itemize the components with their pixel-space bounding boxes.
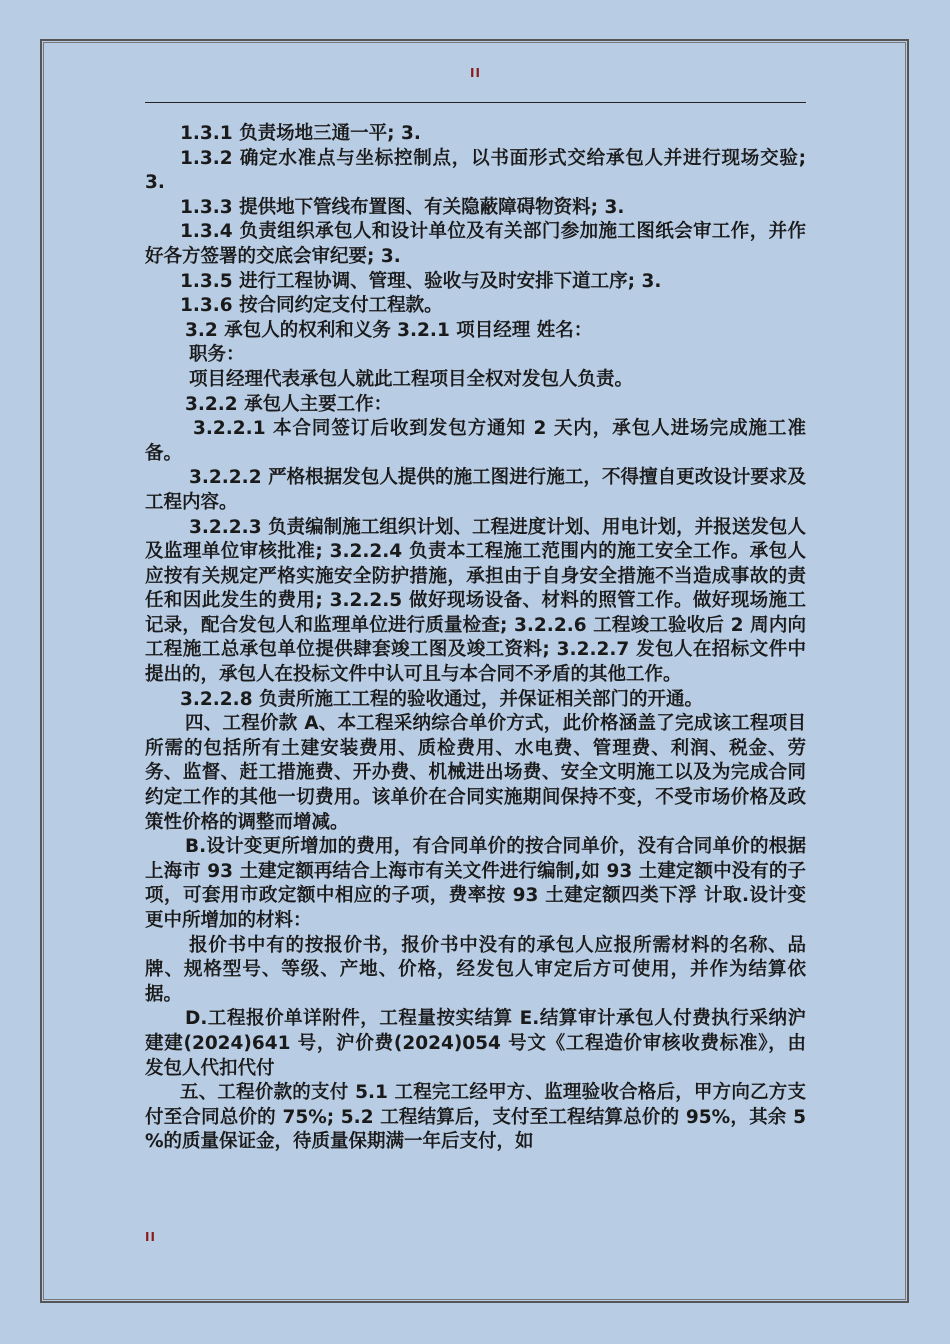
paragraph: 五、工程价款的支付 5.1 工程完工经甲方、监理验收合格后，甲方向乙方支付至合同总价的 75%; 5.2 工程结算后，支付至工程结算总价的 95%，其余 5 %的质量保证金，待质量保期满一年后支付，如 xyxy=(145,1082,806,1153)
paragraph: 项目经理代表承包人就此工程项目全权对发包人负责。 xyxy=(189,368,634,390)
paragraph: 职务： xyxy=(189,344,245,366)
paragraph: 1.3.6 按合同约定支付工程款。 xyxy=(180,295,443,317)
paragraph: 3.2.2.8 负责所施工工程的验收通过，并保证相关部门的开通。 xyxy=(180,688,704,710)
paragraph: 3.2.2.1 本合同签订后收到发包方通知 2 天内，承包人进场完成施工准备。 xyxy=(145,418,806,464)
paragraph: 3.2.2.2 严格根据发包人提供的施工图进行施工，不得擅自更改设计要求及工程内容。 xyxy=(145,467,806,513)
paragraph: 1.3.1 负责场地三通一平; 3. xyxy=(180,123,421,144)
paragraph: 四、工程价款 A、本工程采纳综合单价方式，此价格涵盖了完成该工程项目所需的包括所有土建安装费用、质检费用、水电费、管理费、利润、税金、劳务、监督、赶工措施费、开办费、机械进出场费、安全文明施工以及为完成合同约定工作的其他一切费用。该单价在合同实施期间保持不变，不受市场价格及政策性价格的调整而增减。 xyxy=(145,713,806,833)
paragraph: 1.3.3 提供地下管线布置图、有关隐蔽障碍物资料; 3. xyxy=(180,196,625,218)
paragraph: 3.2.2 承包人主要工作： xyxy=(185,393,393,415)
paragraph: 3.2 承包人的权利和义务 3.2.1 项目经理 姓名： xyxy=(185,319,593,341)
paragraph: 1.3.2 确定水准点与坐标控制点，以书面形式交给承包人并进行现场交验; 3. xyxy=(145,147,806,194)
header-mark: II xyxy=(470,66,481,80)
paragraph: B.设计变更所增加的费用，有合同单价的按合同单价，没有合同单价的根据上海市 93 土建定额再结合上海市有关文件进行编制,如 93 土建定额中没有的子项，可套用市政定额中相应的子项，费率按 93 土建定额四类下浮 计取.设计变更中所增加的材料： xyxy=(145,836,806,931)
header-rule xyxy=(145,102,806,103)
paragraph: 1.3.5 进行工程协调、管理、验收与及时安排下道工序; 3. xyxy=(180,270,662,292)
paragraph: 报价书中有的按报价书，报价书中没有的承包人应报所需材料的名称、品牌、规格型号、等级、产地、价格，经发包人审定后方可使用，并作为结算依据。 xyxy=(145,934,806,1005)
document-body xyxy=(145,122,806,1155)
paragraph: 1.3.4 负责组织承包人和设计单位及有关部门参加施工图纸会审工作，并作好各方签署的交底会审纪要; 3. xyxy=(145,221,806,267)
paragraph: D.工程报价单详附件，工程量按实结算 E.结算审计承包人付费执行采纳沪建建(2024)641 号，沪价费(2024)054 号文《工程造价审核收费标准》，由发包人代扣代付 xyxy=(145,1008,806,1079)
footer-mark: II xyxy=(145,1230,156,1244)
paragraph: 3.2.2.3 负责编制施工组织计划、工程进度计划、用电计划，并报送发包人及监理单位审核批准; 3.2.2.4 负责本工程施工范围内的施工安全工作。承包人应按有关规定严格实施安全防护措施，承担由于自身安全措施不当造成事故的责任和因此发生的费用; 3.2.2.5 做好现场设备、材料的照管工作。做好现场施工记录，配合发包人和监理单位进行质量检查; 3.2.2.6 工程竣工验收后 2 周内向工程施工总承包单位提供肆套竣工图及竣工资料; 3.2.2.7 发包人在招标文件中提出的，承包人在投标文件中认可且与本合同不矛盾的其他工作。 xyxy=(145,516,806,686)
